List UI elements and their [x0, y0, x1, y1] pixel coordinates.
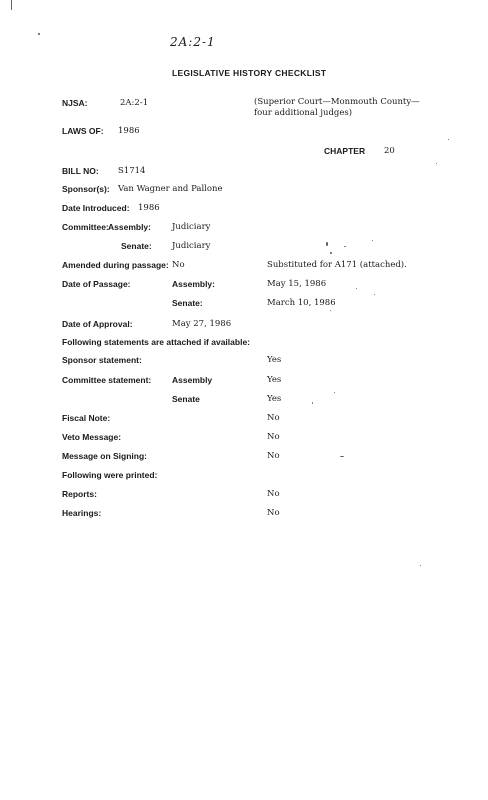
veto-message-label: Veto Message: — [62, 432, 122, 442]
following-attached-heading: Following statements are attached if available: — [62, 337, 250, 347]
njsa-note-line2: four additional judges) — [254, 108, 353, 118]
date-of-passage-label: Date of Passage: — [62, 279, 131, 289]
committee-senate-label: Senate: — [121, 241, 152, 251]
sponsors-value: Van Wagner and Pallone — [118, 184, 223, 194]
scan-speck — [344, 246, 346, 247]
committee-assembly-value: Judiciary — [172, 222, 211, 232]
fiscal-note-value: No — [267, 413, 280, 423]
date-introduced-label: Date Introduced: — [62, 203, 130, 213]
chapter-value: 20 — [384, 146, 395, 156]
veto-message-value: No — [267, 432, 280, 442]
following-printed-heading: Following were printed: — [62, 470, 158, 480]
committee-assembly-label: Assembly: — [108, 222, 151, 232]
bill-no-value: S1714 — [118, 166, 146, 176]
bill-no-label: BILL NO: — [62, 166, 99, 176]
scan-speck — [340, 456, 344, 457]
scan-speck — [334, 392, 335, 393]
reports-label: Reports: — [62, 489, 97, 499]
passage-assembly-value: May 15, 1986 — [267, 279, 327, 289]
scan-speck — [38, 33, 40, 35]
scan-speck — [420, 565, 421, 566]
sponsor-statement-label: Sponsor statement: — [62, 355, 142, 365]
amended-value: No — [172, 260, 185, 270]
sponsor-statement-value: Yes — [267, 355, 282, 365]
committee-statement-assembly-label: Assembly — [172, 375, 213, 385]
scan-speck — [330, 252, 332, 254]
passage-senate-label: Senate: — [172, 298, 203, 308]
committee-statement-senate-value: Yes — [267, 394, 282, 404]
njsa-value: 2A:2-1 — [120, 98, 149, 108]
date-introduced-value: 1986 — [138, 203, 160, 213]
handwritten-code: 2A:2-1 — [170, 35, 216, 49]
scan-speck — [374, 294, 375, 295]
laws-of-label: LAWS OF: — [62, 126, 104, 136]
committee-statement-label: Committee statement: — [62, 375, 152, 385]
committee-statement-senate-label: Senate — [172, 394, 200, 404]
scan-speck — [326, 242, 328, 246]
scan-mark — [11, 0, 12, 10]
message-on-signing-label: Message on Signing: — [62, 451, 148, 461]
amended-label: Amended during passage: — [62, 260, 169, 270]
laws-of-value: 1986 — [118, 126, 140, 136]
committee-statement-assembly-value: Yes — [267, 375, 282, 385]
amended-note: Substituted for A171 (attached). — [267, 260, 407, 270]
hearings-value: No — [267, 508, 280, 518]
date-of-approval-label: Date of Approval: — [62, 319, 133, 329]
date-of-approval-value: May 27, 1986 — [172, 319, 232, 329]
scan-speck — [436, 163, 437, 164]
chapter-label: CHAPTER — [324, 146, 366, 156]
scan-speck — [356, 288, 357, 289]
scan-speck — [372, 240, 373, 241]
committee-senate-value: Judiciary — [172, 241, 211, 251]
fiscal-note-label: Fiscal Note: — [62, 413, 111, 423]
scan-speck — [312, 402, 313, 404]
page-title: LEGISLATIVE HISTORY CHECKLIST — [172, 68, 327, 78]
njsa-label: NJSA: — [62, 98, 88, 108]
njsa-note-line1: (Superior Court—Monmouth County— — [254, 97, 420, 107]
committee-label: Committee: — [62, 222, 109, 232]
reports-value: No — [267, 489, 280, 499]
message-on-signing-value: No — [267, 451, 280, 461]
scan-speck — [448, 139, 449, 140]
scan-speck — [330, 310, 331, 311]
passage-senate-value: March 10, 1986 — [267, 298, 336, 308]
hearings-label: Hearings: — [62, 508, 102, 518]
passage-assembly-label: Assembly: — [172, 279, 215, 289]
sponsors-label: Sponsor(s): — [62, 184, 110, 194]
